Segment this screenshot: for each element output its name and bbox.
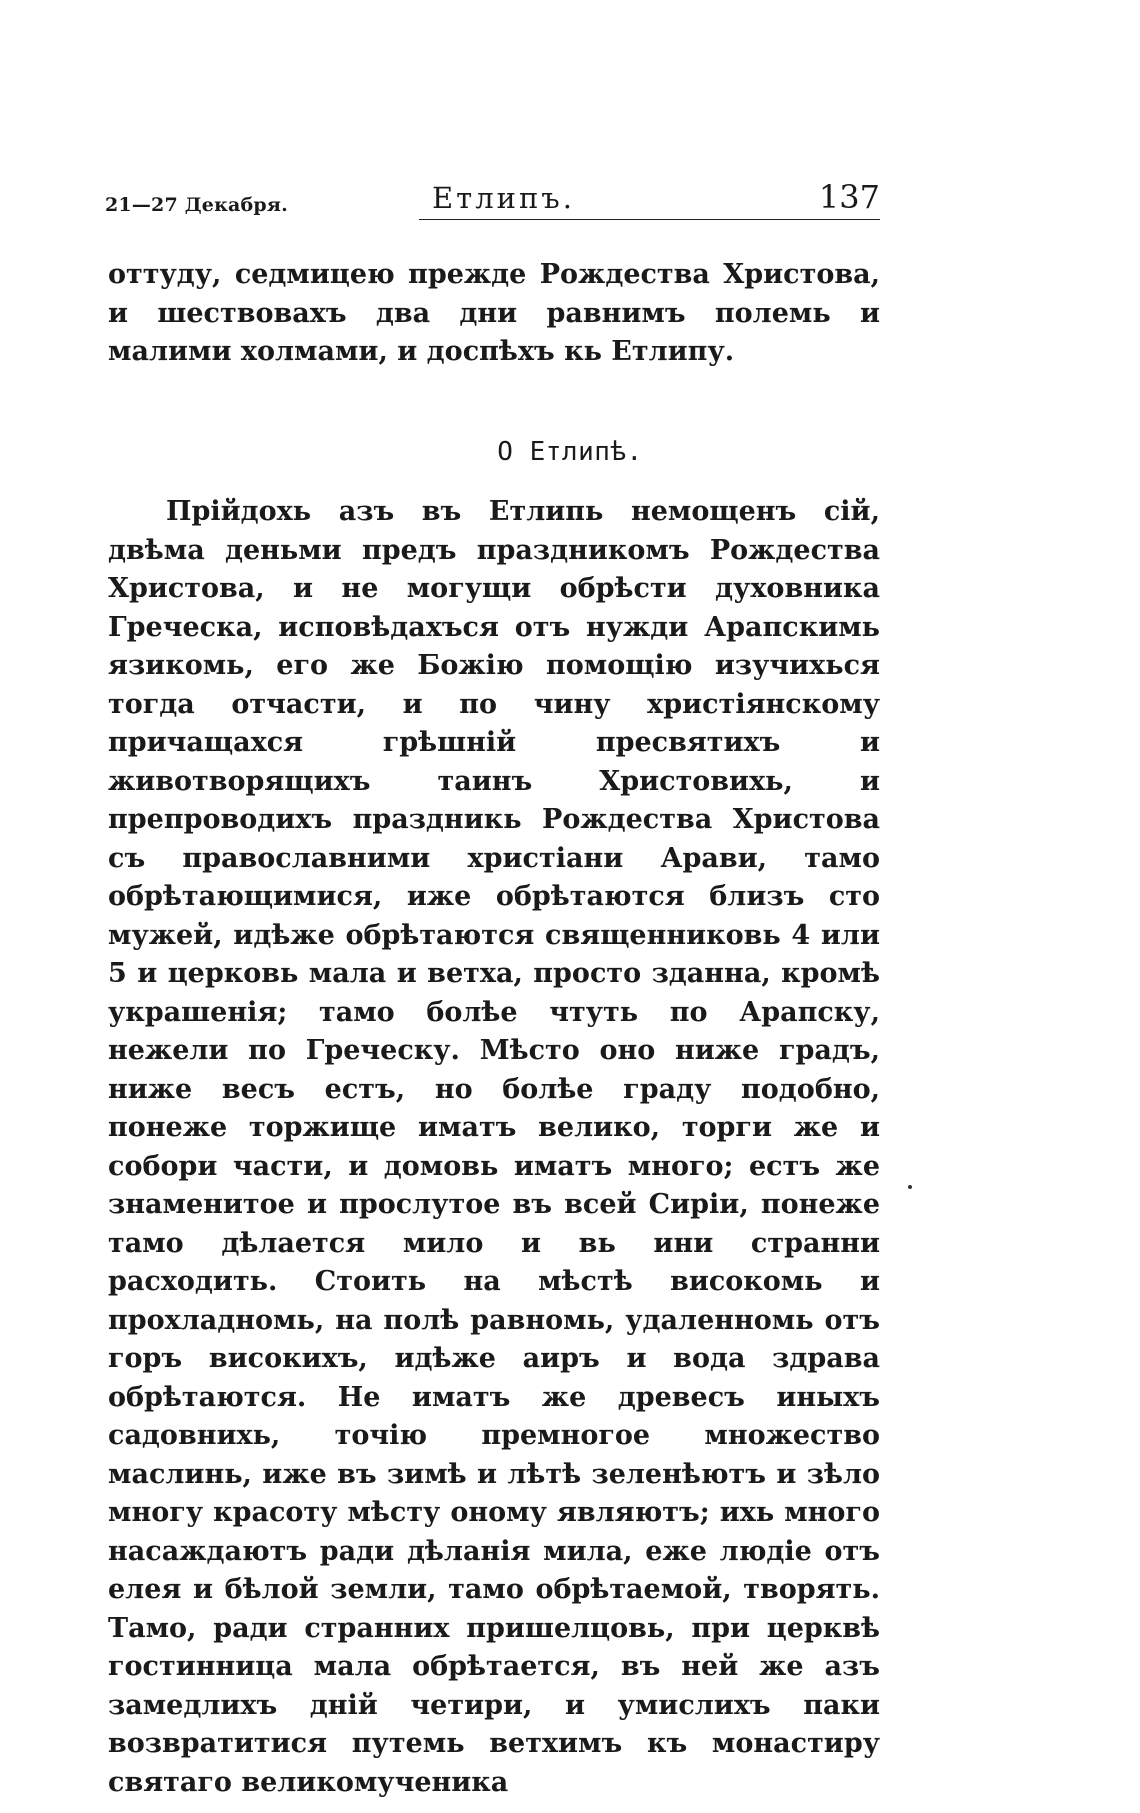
page-number: 137 [818,178,880,216]
header-rule [419,219,880,220]
running-head [105,178,880,218]
section-body-paragraph: Прійдохь азъ въ Етлипь немощенъ сій, двѣма деньми предъ праздникомъ Рождества Христова, и не могущи обрѣсти духовника Греческа, исповѣдахъся отъ нужди Арапскимь язикомь, его же Божію помощію изучихься тогда отчасти, и по чину христіянскому причащахся грѣшній пресвятихъ и животворящихъ таинъ Христовихь, и препроводихъ праздникь Рождества Христова съ православними христіани Арави, тамо обрѣтающимися, иже обрѣтаются близъ сто мужей, идѣже обрѣтаются священниковь 4 или 5 и церковь мала и ветха, просто зданна, кромѣ украшенія; тамо болѣе чтуть по Арапску, нежели по Греческу. Мѣсто оно ниже градъ, ниже весъ естъ, но болѣе граду подобно, понеже торжище иматъ велико, торги же и собори части, и домовь иматъ много; естъ же знаменитое и прослутое въ всей Сиріи, понеже тамо дѣлается мило и вь ини странни расходить. Стоить на мѣстѣ високомь и прохладномь, на полѣ равномь, удаленномь отъ горъ високихъ, идѣже аиръ и вода здрава обрѣтаются. Не иматъ же древесъ иныхъ садовнихь, точію премногое множество маслинь, иже въ зимѣ и лѣтѣ зеленѣютъ и зѣло многу красоту мѣсту оному являютъ; ихь много насаждаютъ ради дѣланія мила, еже людіе отъ елея и бѣлой земли, тамо обрѣтаемой, творять. Тамо, ради странних пришелцовь, при церквѣ гостинница мала обрѣтается, въ ней же азъ замедлихъ дній четири, и умислихъ паки возвратитися путемь ветхимъ къ монастиру святаго великомученика [108,496,880,1798]
running-head-title: Етлипъ. [432,181,575,215]
running-head-dates: 21—27 Декабря. [105,194,288,216]
section-heading: О Етлипѣ. [497,437,643,467]
opening-paragraph: оттуду, седмицею прежде Рождества Христова, и шествовахъ два дни равнимъ полемь и малими холмами, и доспѣхъ кь Етлипу. [108,259,880,367]
margin-mark [908,1185,912,1189]
